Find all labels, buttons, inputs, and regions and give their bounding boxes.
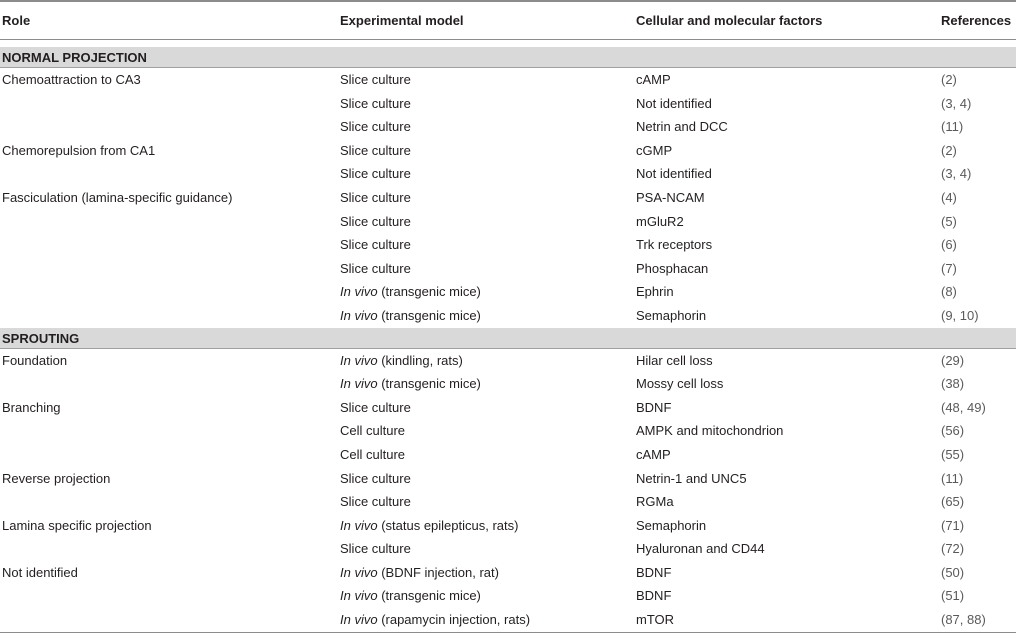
cell-reference[interactable]: (5) [941,213,957,229]
cell-role: Reverse projection [2,470,111,486]
cell-model-text: (transgenic mice) [377,376,481,392]
header-model: Experimental model [340,13,464,28]
cell-reference[interactable]: (7) [941,260,957,276]
cell-factor: Netrin-1 and UNC5 [636,470,747,486]
section-title: SPROUTING [2,330,80,346]
cell-reference[interactable]: (9, 10) [941,307,979,323]
table-row [0,210,1016,234]
cell-factor: BDNF [636,564,672,580]
cell-model [340,612,530,627]
table-row [0,304,1016,328]
cell-factor: Not identified [636,166,712,182]
cell-reference[interactable]: (72) [941,541,965,557]
table-body [0,47,1016,632]
cell-factor: Semaphorin [636,307,707,323]
cell-model-text: Slice culture [340,213,411,229]
cell-reference[interactable]: (2) [941,72,957,87]
cell-factor: cAMP [636,72,671,87]
table-row [0,257,1016,281]
cell-role: Fasciculation (lamina-specific guidance) [2,189,233,205]
section-header [0,328,1016,349]
cell-model-text: (transgenic mice) [377,284,481,300]
cell-factor: AMPK and mitochondrion [636,423,784,439]
table-row [0,372,1016,396]
cell-factor: Mossy cell loss [636,376,724,392]
cell-model [340,447,405,462]
section-title: NORMAL PROJECTION [2,50,147,65]
cell-model-italic: In vivo [340,284,378,300]
cell-model-text: (transgenic mice) [377,588,481,604]
cell-factor: Semaphorin [636,517,707,533]
cell-factor: Hyaluronan and CD44 [636,541,765,557]
table-row [0,186,1016,210]
table-row [0,396,1016,420]
table-row [0,443,1016,467]
table-row [0,139,1016,163]
cell-model [340,423,405,438]
cell-model-text: Slice culture [340,237,411,253]
cell-model-italic: In vivo [340,588,378,604]
cell-reference[interactable]: (87, 88) [941,612,986,628]
cell-model [340,190,411,205]
table-row [0,490,1016,514]
cell-reference[interactable]: (50) [941,564,965,580]
cell-model-text: (status epilepticus, rats) [377,517,519,533]
cell-reference[interactable]: (11) [941,470,964,486]
table-row [0,162,1016,186]
cell-role: Chemoattraction to CA3 [2,72,141,87]
cell-model [340,143,411,158]
table-row [0,467,1016,491]
cell-model [340,518,518,533]
table-row [0,561,1016,585]
cell-role: Foundation [2,352,68,368]
table-header [0,0,1016,40]
cell-model-text: Cell culture [340,423,406,439]
cell-model [340,166,411,181]
cell-model [340,308,481,323]
cell-factor: Ephrin [636,284,674,300]
cell-reference[interactable]: (51) [941,588,965,604]
cell-reference[interactable]: (8) [941,284,957,300]
cell-model-italic: In vivo [340,307,378,323]
cell-reference[interactable]: (11) [941,119,964,135]
cell-model-italic: In vivo [340,352,378,368]
table-row [0,537,1016,561]
cell-model-text: Slice culture [340,142,411,158]
table-row [0,514,1016,538]
cell-factor: mGluR2 [636,213,684,229]
header-role: Role [2,13,31,28]
cell-role: Lamina specific projection [2,517,152,533]
cell-factor: Netrin and DCC [636,119,728,135]
cell-model-text: (kindling, rats) [377,352,463,368]
cell-model-text: Slice culture [340,119,411,135]
table-row [0,68,1016,92]
cell-model-text: (transgenic mice) [377,307,481,323]
cell-model [340,376,481,391]
cell-factor: Trk receptors [636,237,713,253]
cell-model [340,119,411,134]
header-references: References [941,13,1012,28]
header-factors: Cellular and molecular factors [636,13,823,28]
cell-reference[interactable]: (3, 4) [941,166,972,182]
cell-model [340,588,481,603]
cell-model-italic: In vivo [340,517,378,533]
cell-model [340,400,411,415]
cell-reference[interactable]: (6) [941,237,957,253]
table-row [0,115,1016,139]
cell-model-text: Slice culture [340,494,411,510]
cell-model [340,353,463,368]
cell-model [340,237,411,252]
cell-factor: BDNF [636,588,672,604]
table-row [0,233,1016,257]
cell-model-text: (rapamycin injection, rats) [377,612,531,628]
cell-reference[interactable]: (4) [941,189,957,205]
cell-reference[interactable]: (55) [941,446,965,462]
cell-model-text: Cell culture [340,446,406,462]
cell-factor: RGMa [636,494,674,510]
cell-model-italic: In vivo [340,376,378,392]
cell-reference[interactable]: (2) [941,142,957,158]
cell-reference[interactable]: (3, 4) [941,95,972,111]
cell-model-text: Slice culture [340,470,411,486]
cell-role: Branching [2,399,61,415]
cell-model [340,284,481,299]
cell-model [340,541,411,556]
cell-factor: cAMP [636,446,671,462]
table-row [0,584,1016,608]
cell-model-italic: In vivo [340,612,378,628]
cell-factor: mTOR [636,612,675,628]
table-row [0,608,1016,632]
cell-reference[interactable]: (65) [941,494,965,510]
cell-role: Chemorepulsion from CA1 [2,142,156,158]
cell-model [340,565,499,580]
cell-model-italic: In vivo [340,564,378,580]
cell-factor: Hilar cell loss [636,352,713,368]
cell-model-text: Slice culture [340,72,411,87]
cell-model-text: Slice culture [340,189,411,205]
table-row [0,349,1016,373]
cell-reference[interactable]: (29) [941,352,965,368]
cell-model-text: Slice culture [340,95,411,111]
cell-model [340,494,411,509]
cell-factor: BDNF [636,399,672,415]
cell-model [340,72,411,87]
cell-model-text: Slice culture [340,260,411,276]
cell-model [340,471,411,486]
cell-reference[interactable]: (56) [941,423,965,439]
cell-factor: Phosphacan [636,260,709,276]
cell-model [340,214,411,229]
cell-factor: Not identified [636,95,712,111]
cell-role: Not identified [2,564,78,580]
cell-factor: PSA-NCAM [636,189,705,205]
cell-model-text: Slice culture [340,399,411,415]
cell-model-text: Slice culture [340,166,411,182]
cell-reference[interactable]: (48, 49) [941,399,986,415]
cell-factor: cGMP [636,142,673,158]
table-row [0,419,1016,443]
table-row [0,280,1016,304]
table-row [0,92,1016,116]
cell-model-text: (BDNF injection, rat) [377,564,499,580]
cell-model [340,96,411,111]
section-header [0,47,1016,68]
cell-reference[interactable]: (71) [941,517,965,533]
cell-reference[interactable]: (38) [941,376,965,392]
cell-model-text: Slice culture [340,541,411,557]
cell-model [340,261,411,276]
